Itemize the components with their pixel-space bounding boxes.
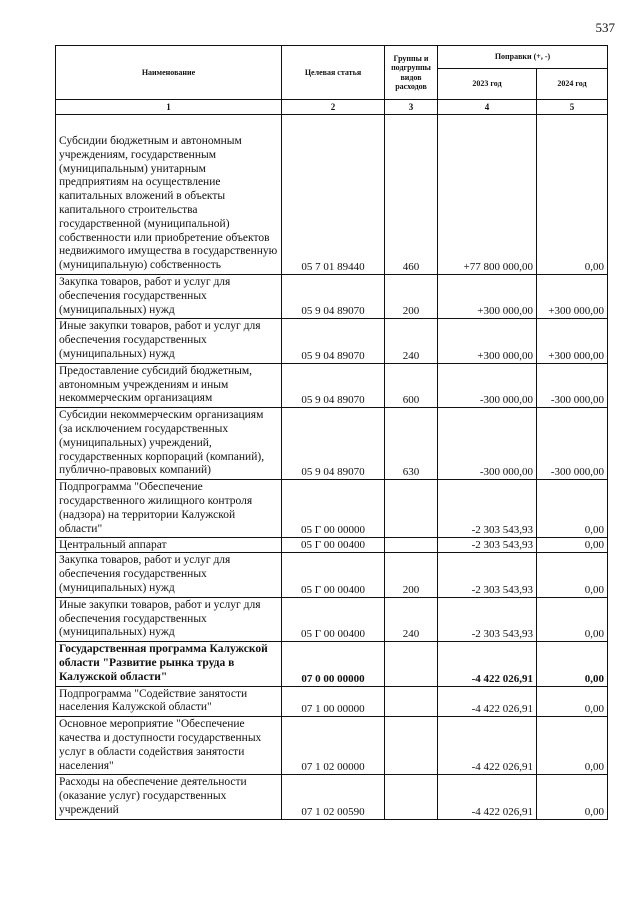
- row-amount-2023: -2 303 543,93: [438, 480, 537, 538]
- row-expense-group: [385, 775, 438, 819]
- row-name: Подпрограмма "Обеспечение государственного жилищного контроля (надзора) на территории Калужской области": [56, 480, 282, 538]
- row-amount-2023: -300 000,00: [438, 363, 537, 407]
- table-row: [56, 686, 608, 717]
- row-expense-group: [385, 480, 438, 538]
- table-row: [56, 319, 608, 363]
- row-name: Подпрограмма "Содействие занятости населения Калужской области": [56, 686, 282, 717]
- row-name: Субсидии некоммерческим организациям (за исключением государственных (муниципальных) учреждений, государственных корпораций (компаний), публично-правовых компаний): [56, 408, 282, 480]
- column-number: 3: [385, 100, 438, 115]
- row-target-article: 05 9 04 89070: [282, 408, 385, 480]
- row-expense-group: 240: [385, 597, 438, 641]
- row-expense-group: 240: [385, 319, 438, 363]
- row-expense-group: [385, 717, 438, 775]
- header-expense-groups: Группы и подгруппы видов расходов: [385, 46, 438, 100]
- row-amount-2024: 0,00: [537, 642, 608, 686]
- row-amount-2024: 0,00: [537, 115, 608, 275]
- row-amount-2023: +300 000,00: [438, 275, 537, 319]
- row-target-article: 07 0 00 00000: [282, 642, 385, 686]
- row-amount-2024: +300 000,00: [537, 275, 608, 319]
- row-target-article: 05 7 01 89440: [282, 115, 385, 275]
- row-amount-2024: 0,00: [537, 538, 608, 553]
- header-name: Наименование: [56, 46, 282, 100]
- row-amount-2023: -2 303 543,93: [438, 597, 537, 641]
- row-expense-group: 460: [385, 115, 438, 275]
- row-name: Субсидии бюджетным и автономным учреждениям, государственным (муниципальным) унитарным предприятиям на осуществление капитальных вложений в объекты капитального строительства государственной (муниципальной) собственности или приобретение объектов недвижимого имущества в государственную (муниципальную) собственность: [56, 115, 282, 275]
- row-amount-2023: +77 800 000,00: [438, 115, 537, 275]
- row-target-article: 05 9 04 89070: [282, 363, 385, 407]
- row-amount-2024: 0,00: [537, 775, 608, 819]
- budget-amendments-table: [55, 45, 608, 820]
- header-2024: 2024 год: [537, 69, 608, 100]
- row-amount-2024: 0,00: [537, 597, 608, 641]
- table-row: [56, 363, 608, 407]
- column-number: 1: [56, 100, 282, 115]
- row-target-article: 05 Г 00 00400: [282, 597, 385, 641]
- row-amount-2024: 0,00: [537, 717, 608, 775]
- table-row: [56, 538, 608, 553]
- row-name: Предоставление субсидий бюджетным, автономным учреждениям и иным некоммерческим организациям: [56, 363, 282, 407]
- row-amount-2024: +300 000,00: [537, 319, 608, 363]
- row-target-article: 05 Г 00 00400: [282, 538, 385, 553]
- row-amount-2023: -2 303 543,93: [438, 553, 537, 597]
- header-row: [56, 46, 608, 69]
- row-name: Иные закупки товаров, работ и услуг для обеспечения государственных (муниципальных) нужд: [56, 319, 282, 363]
- row-expense-group: [385, 538, 438, 553]
- row-target-article: 05 Г 00 00000: [282, 480, 385, 538]
- row-amount-2023: -4 422 026,91: [438, 642, 537, 686]
- row-target-article: 07 1 02 00000: [282, 717, 385, 775]
- row-expense-group: [385, 642, 438, 686]
- row-target-article: 05 9 04 89070: [282, 275, 385, 319]
- header-2023: 2023 год: [438, 69, 537, 100]
- table-row: [56, 775, 608, 819]
- row-target-article: 07 1 02 00590: [282, 775, 385, 819]
- row-target-article: 05 Г 00 00400: [282, 553, 385, 597]
- row-name: Расходы на обеспечение деятельности (оказание услуг) государственных учреждений: [56, 775, 282, 819]
- table-row: [56, 408, 608, 480]
- row-name: Закупка товаров, работ и услуг для обеспечения государственных (муниципальных) нужд: [56, 553, 282, 597]
- row-target-article: 07 1 00 00000: [282, 686, 385, 717]
- row-amount-2023: +300 000,00: [438, 319, 537, 363]
- row-amount-2024: -300 000,00: [537, 408, 608, 480]
- row-expense-group: 200: [385, 553, 438, 597]
- table-row: [56, 642, 608, 686]
- row-amount-2024: 0,00: [537, 553, 608, 597]
- row-expense-group: 600: [385, 363, 438, 407]
- row-expense-group: [385, 686, 438, 717]
- table-row: [56, 597, 608, 641]
- row-amount-2023: -4 422 026,91: [438, 686, 537, 717]
- column-number: 2: [282, 100, 385, 115]
- row-amount-2024: 0,00: [537, 480, 608, 538]
- row-expense-group: 200: [385, 275, 438, 319]
- row-name: Центральный аппарат: [56, 538, 282, 553]
- row-amount-2023: -4 422 026,91: [438, 775, 537, 819]
- page-number: 537: [595, 20, 615, 35]
- column-number-row: [56, 100, 608, 115]
- header-amendments: Поправки (+, -): [438, 46, 608, 69]
- row-amount-2024: -300 000,00: [537, 363, 608, 407]
- header-target-article: Целевая статья: [282, 46, 385, 100]
- table-row: [56, 480, 608, 538]
- row-name: Основное мероприятие "Обеспечение качества и доступности государственных услуг в области содействия занятости населения": [56, 717, 282, 775]
- row-amount-2023: -2 303 543,93: [438, 538, 537, 553]
- table-row: [56, 275, 608, 319]
- row-amount-2023: -300 000,00: [438, 408, 537, 480]
- table-row: [56, 553, 608, 597]
- row-expense-group: 630: [385, 408, 438, 480]
- row-target-article: 05 9 04 89070: [282, 319, 385, 363]
- row-name: Государственная программа Калужской области "Развитие рынка труда в Калужской области": [56, 642, 282, 686]
- column-number: 4: [438, 100, 537, 115]
- table-row: [56, 115, 608, 275]
- row-amount-2024: 0,00: [537, 686, 608, 717]
- row-amount-2023: -4 422 026,91: [438, 717, 537, 775]
- column-number: 5: [537, 100, 608, 115]
- row-name: Иные закупки товаров, работ и услуг для обеспечения государственных (муниципальных) нужд: [56, 597, 282, 641]
- table-row: [56, 717, 608, 775]
- row-name: Закупка товаров, работ и услуг для обеспечения государственных (муниципальных) нужд: [56, 275, 282, 319]
